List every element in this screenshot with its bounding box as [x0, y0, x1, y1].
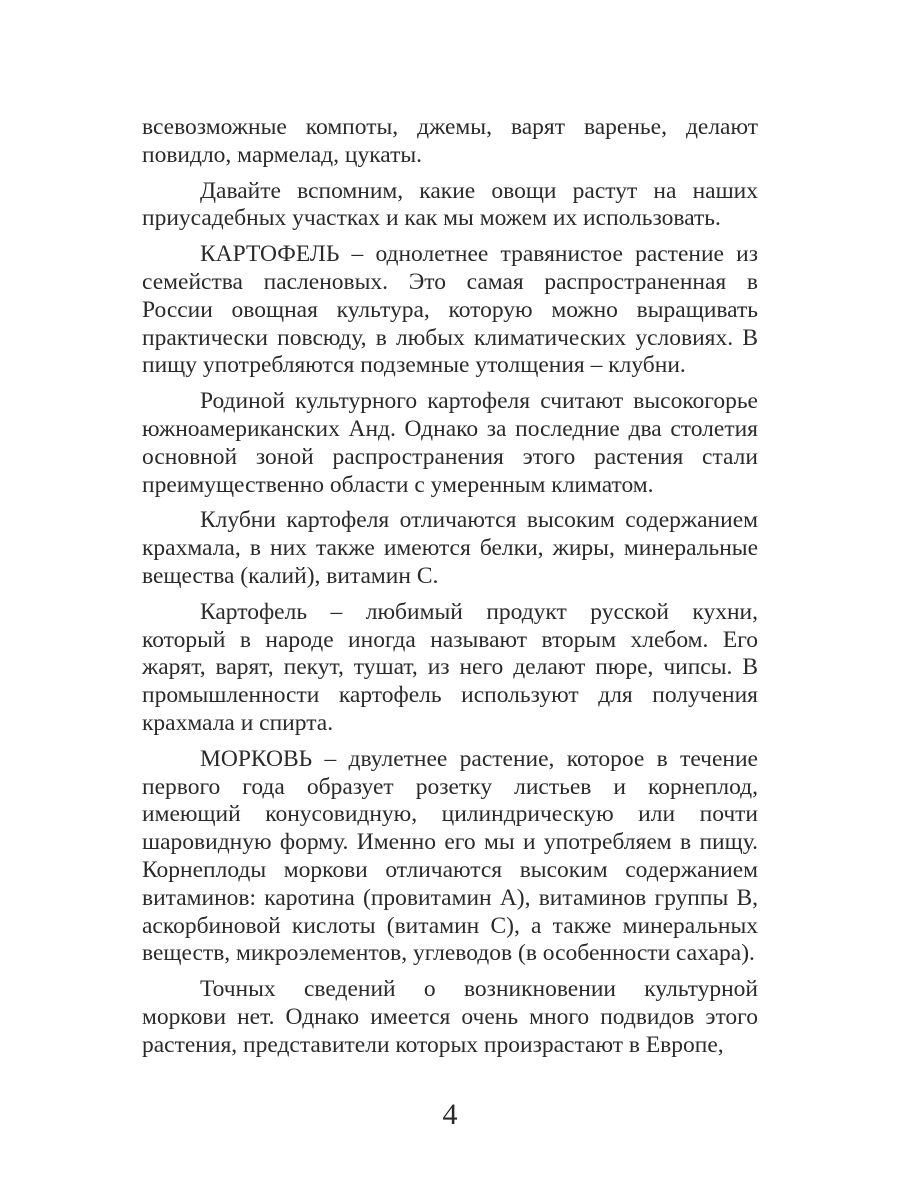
- paragraph-continued: всевозможные компоты, джемы, варят варенье, делают повидло, мармелад, цукаты.: [142, 114, 758, 168]
- paragraph: Картофель – любимый продукт русской кухни, который в народе иногда называют вторым хлебом. Его жарят, варят, пекут, тушат, из него делают пюре, чипсы. В промышленности картофель используют для получения крахмала и спирта.: [142, 598, 758, 736]
- paragraph: Давайте вспомним, какие овощи растут на наших приусадебных участках и как мы можем их использовать.: [142, 177, 758, 232]
- paragraph: Клубни картофеля отличаются высоким содержанием крахмала, в них также имеются белки, жиры, минеральные вещества (калий), витамин С.: [142, 507, 758, 589]
- body-text: [142, 114, 758, 1068]
- paragraph-carrot-intro: МОРКОВЬ – двулетнее растение, которое в течение первого года образует розетку листьев и корнеплод, имеющий конусовидную, цилиндрическую или почти шаровидную форму. Именно его мы и употребляем в пищу. Корнеплоды моркови отличаются высоким содержанием витаминов: каротина (провитамин А), витаминов группы В, аскорбиновой кислоты (витамин С), а также минеральных веществ, микроэлементов, углеводов (в особенности сахара).: [142, 745, 758, 967]
- paragraph-potato-intro: КАРТОФЕЛЬ – однолетнее травянистое растение из семейства пасленовых. Это самая распространенная в России овощная культура, которую можно выращивать практически повсюду, в любых климатических условиях. В пищу употребляются подземные утолщения – клубни.: [142, 241, 758, 379]
- paragraph: Точных сведений о возникновении культурной моркови нет. Однако имеется очень много подвидов этого растения, представители которых произрастают в Европе,: [142, 976, 758, 1058]
- page-number: 4: [442, 1098, 458, 1131]
- paragraph: Родиной культурного картофеля считают высокогорье южноамериканских Анд. Однако за последние два столетия основной зоной распространения этого растения стали преимущественно области с умеренным климатом.: [142, 388, 758, 498]
